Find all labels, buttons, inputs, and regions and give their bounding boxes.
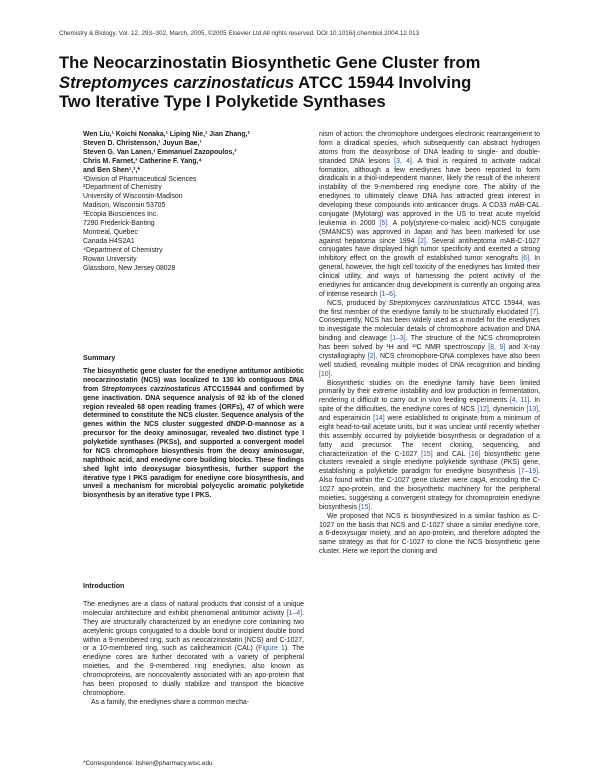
text-run: , dynemicin xyxy=(488,406,527,414)
reference-link[interactable]: [7] xyxy=(530,308,539,316)
text-run: . Consequently, NCS has been widely used as a model for the enediynes to investigate the molecular details of chromophore activation and DNA binding and cleavage xyxy=(319,308,540,343)
text-run: . xyxy=(370,503,373,511)
title-line-2-rest: ATCC 15944 Involving xyxy=(294,72,472,92)
affiliation-line: Madison, Wisconsin 53705 xyxy=(83,202,166,210)
affiliation-line: Canada H4S2A1 xyxy=(83,237,135,245)
text-run: , and esperamicin xyxy=(319,406,540,422)
summary-text xyxy=(83,368,304,501)
affiliation-line: ⁴Department of Chemistry xyxy=(83,246,163,254)
reference-link[interactable]: [15] xyxy=(421,450,433,458)
title-line-3: Two Iterative Type I Polyketide Synthases xyxy=(59,92,386,111)
text-run: . xyxy=(394,290,397,298)
affiliation-line: ³Ecopia Biosciences Inc. xyxy=(83,211,159,219)
affiliation-line: Glassboro, New Jersey 08028 xyxy=(83,264,176,272)
text-run: NCS, produced by xyxy=(327,299,389,307)
affiliation-line: 7290 Frederick-Banting xyxy=(83,220,155,228)
summary-part: ATCC15944 and confirmed by gene inactivation. DNA sequence analysis of 92 kb of the cloned region revealed 68 open reading frames (ORFs), 47 of which were determined to constitute the NCS cluster. Sequence analysis of the genes within the NCS cluster suggested dNDP-D-mannose as a precursor for the deoxy aminosugar, revealed two distinct type I polyketide synthases (PKSs), and supported a convergent model for NCS chromophore biosynthesis from the deoxy aminosugar, naphthoic acid, and enediyne core building blocks. These findings shed light into deoxysugar biosynthesis, further support the iterative type I PKS paradigm for enediyne core biosynthesis, and unveil a mechanism for microbial polycyclic aromatic polyketide biosynthesis by an iterative type I PKS. xyxy=(83,385,304,500)
body-paragraph: We proposed that NCS is biosynthesized in a similar fashion as C-1027 on the basis that NCS and C-1027 share a similar enediyne core, a 6-deoxysugar moiety, and an apo-protein, and therefore adopted the same strategy as that for C-1027 to clone the NCS biosynthetic gene cluster. Here we report the cloning and xyxy=(319,512,540,556)
right-column-text xyxy=(319,131,540,557)
text-run: . Several antiheptoma mAB-C-1027 conjugates have displayed high tumor specificity and exerted a strong inhibitory effect on the growth of established tumor xenografts xyxy=(319,237,540,263)
gene-name: cagA xyxy=(470,477,486,485)
author-line: Steven G. Van Lanen,¹ Emmanuel Zazopoulos,³ xyxy=(83,148,237,156)
text-run: and CAL xyxy=(432,450,469,458)
affiliation-line: Montreal, Quebec xyxy=(83,228,138,236)
affiliation-line: Rowan University xyxy=(83,255,137,263)
reference-link[interactable]: [1–6] xyxy=(379,290,395,298)
text-run: . xyxy=(330,370,333,378)
affiliation-line: University of Wisconsin-Madison xyxy=(83,193,183,201)
author-line: Steven D. Christenson,¹ Juyun Bae,¹ xyxy=(83,139,202,147)
introduction-heading: Introduction xyxy=(83,582,125,590)
text-run: ATCC 15944, was the first member of the enediyne family to be structurally elucidated xyxy=(319,299,541,316)
intro-paragraph xyxy=(83,601,304,699)
author-block xyxy=(83,131,303,274)
text-run: . A thiol is required to activate radical formation, although a few enediynes have been reported to form diradicals in a thiol-independent manner, likely the result of the inherent instability of the 9-membered ring enediyne core. The ability of the enediynes to ultimately cleave DNA has attracted great interest in developing these compounds into anticancer drugs. A CD33 mAB-CAL conjugate (Mylotarg) was approved in the US to treat acute myeloid leukemia in 2000 xyxy=(319,157,540,227)
reference-link[interactable]: [2] xyxy=(367,352,376,360)
author-line: Chris M. Farnet,³ Catherine F. Yang,⁴ xyxy=(83,157,202,165)
text-run: nism of action: the chromophore undergoes electronic rearrangement to form a diradical species, which subsequently can abstract hydrogen atoms from the deoxyribose of DNA leading to single- and double-stranded DNA lesions xyxy=(319,131,540,165)
article-title xyxy=(59,53,519,112)
intro-paragraph: As a family, the enediynes share a common mecha- xyxy=(91,698,250,706)
reference-link[interactable]: [1–3] xyxy=(390,335,406,343)
body-paragraph xyxy=(319,131,540,300)
reference-link[interactable]: [6] xyxy=(521,255,530,263)
summary-heading: Summary xyxy=(83,354,116,362)
affiliation-line: ²Department of Chemistry xyxy=(83,184,162,192)
organism-name: Streptomyces carzinostaticus xyxy=(388,299,480,307)
summary-part: The biosynthetic gene cluster for the enediyne antitumor antibiotic neocarzinostatin (NCS) was localized to 130 kb contiguous DNA from xyxy=(83,368,304,393)
title-organism: Streptomyces carzinostaticus xyxy=(59,72,295,92)
text-run: . NCS chromophore-DNA complexes have also been well studied, revealing multiple modes of DNA recognition and binding xyxy=(319,352,540,369)
text-run: . In spite of the difficulties, the enediyne cores of NCS xyxy=(319,397,540,414)
journal-citation-line: Chemistry & Biology, Vol. 12, 293–302, March, 2005, ©2005 Elsevier Ltd All rights reserved. DOI 10.1016/j.chembiol.2004.12.013 xyxy=(59,30,420,37)
reference-link[interactable]: [5] xyxy=(379,219,388,227)
reference-link[interactable]: [13] xyxy=(526,406,539,414)
text-run: . A poly(styrene-co-maleic acid)-NCS conjugate (SMANCS) was approved in Japan and has been marketed for use against hepatoma since 1994 xyxy=(319,219,540,245)
reference-link[interactable]: [8, 9] xyxy=(488,344,506,351)
text-run: ). The enediyne cores are further decorated with a variety of peripheral moieties, and the 9-membered ring enediynes, also known as chromoproteins, are noncovalently associated with an apo-protein that has been proposed to dually stabilize and transport the bioactive chromophore. xyxy=(83,645,304,697)
text-run: . In general, however, the high cell toxicity of the enediynes has limited their clinical utility, and ways of harnessing the potent activity of the enediynes for anticancer drug development is currently an ongoing area of intense research xyxy=(319,255,540,298)
text-run: The enediynes are a class of natural products that consist of a unique molecular architecture and exhibit phenomenal antitumor activity xyxy=(83,601,304,617)
reference-link[interactable]: [15] xyxy=(358,503,371,511)
reference-link[interactable]: [7–19] xyxy=(518,468,539,476)
affiliation-line: ¹Division of Pharmaceutical Sciences xyxy=(83,175,197,183)
reference-link[interactable]: [10] xyxy=(319,370,331,378)
reference-link[interactable]: [2] xyxy=(418,237,426,245)
body-paragraph xyxy=(319,380,540,513)
author-line: Wen Liu,¹ Koichi Nonaka,¹ Liping Nie,¹ Jian Zhang,² xyxy=(83,131,250,138)
reference-link[interactable]: [14] xyxy=(373,415,385,422)
text-run: . They are structurally characterized by an enediyne core containing two acetylenic groups conjugated to a double bond or incipient double bond within a 9-membered ring, such as neocarzinostatin (NCS) and C-1027, or a 10-membered ring, such as calicheamicin (CAL) ( xyxy=(83,609,304,653)
reference-link[interactable]: [3, 4] xyxy=(394,157,412,165)
figure-link[interactable]: Figure 1 xyxy=(258,645,285,653)
correspondence-footnote: *Correspondence: bshen@pharmacy.wisc.edu xyxy=(83,760,213,767)
text-run: biosynthetic gene clusters revealed a single enediyne polyketide synthase (PKS) gene, establishing a polyketide paradigm for enediyne biosynthesis xyxy=(319,450,541,476)
reference-link[interactable]: [12] xyxy=(477,406,489,414)
text-run: were established to originate from a minimum of eight head-to-tail acetate units, but it was unclear until recently whether this assembly occurred by polyketide biosynthesis or degradation of a fatty acid precursor. The recent cloning, sequencing, and characterization of the C-1027 xyxy=(319,415,540,458)
body-paragraph xyxy=(319,300,540,380)
reference-link[interactable]: [16] xyxy=(469,450,481,458)
author-line: and Ben Shen¹,²,* xyxy=(83,166,141,174)
text-run: . Also found within the C-1027 gene cluster were xyxy=(319,468,540,485)
text-run: and X-ray crystallography xyxy=(319,344,540,360)
text-run: , encoding the C-1027 apo-protein, and the biosynthetic machinery for the peripheral moieties, suggesting a convergent strategy for chromoprotein enediyne biosynthesis xyxy=(319,477,540,511)
text-run: . The structure of the NCS chromoprotein has been solved by ¹H and ¹³C NMR spectroscopy xyxy=(319,335,540,351)
summary-organism: Streptomyces carzinostaticus xyxy=(101,385,201,393)
reference-link[interactable]: [4, 11] xyxy=(509,397,530,405)
introduction-text xyxy=(83,601,304,708)
text-run: Biosynthetic studies on the enediyne family have been limited primarily by their extreme instability and low production in fermentation, rendering it difficult to carry out in vivo feeding experiments xyxy=(319,379,540,405)
title-line-1: The Neocarzinostatin Biosynthetic Gene Cluster from xyxy=(59,53,481,72)
reference-link[interactable]: [1–4] xyxy=(286,609,303,617)
